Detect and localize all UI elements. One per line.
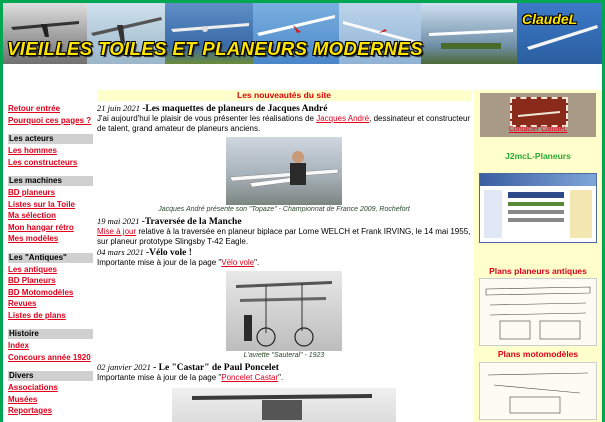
contact-link[interactable]: Contacter ClaudeL [508,126,568,133]
blueprint-icon [480,279,596,345]
castar-photo [172,388,396,422]
nav-link-listes-toile[interactable]: Listes sur la Toile [8,199,75,209]
j2mcl-title: J2mcL-Planeurs [505,151,571,161]
news-column [97,90,471,422]
news-item [97,247,471,258]
nav-link-bd-planeurs-antiques[interactable]: BD Planeurs [8,276,56,285]
nav-section-machines: Les machines [8,176,93,186]
contact-frame [480,93,596,137]
nav-section-acteurs: Les acteurs [8,134,93,144]
photo-caption: Jacques André présente son "Topaze" - Championnat de France 2009, Rochefort [158,206,410,213]
glider-photo-icon [172,388,396,422]
news-text: Mise à jour relative à la traversée en planeur biplace par Lorne WELCH et Frank IRVING, le 14 mai 1955, sur planeur prototype Slingsby T-42 Eagle. [97,227,471,246]
banner-photo-6 [421,3,517,64]
nav-link-musees[interactable]: Musées [8,394,38,404]
nav-link-reportages[interactable]: Reportages [8,406,53,415]
plans-moto-thumbnail[interactable] [479,362,597,420]
contact-stamp-icon[interactable] [510,97,568,127]
page-frame [3,3,602,422]
topaze-model-photo [226,137,342,205]
photo-caption: L'aviette "Sauteral" - 1923 [243,352,325,359]
nav-link-les-antiques[interactable]: Les antiques [8,264,57,274]
news-text: Importante mise à jour de la page "Vélo vole". [97,258,260,267]
link-mise-a-jour[interactable]: Mise à jour [97,227,137,236]
glider-model-icon [226,137,342,205]
news-item [97,362,471,373]
link-jacques-andre[interactable]: Jacques André [316,114,370,123]
right-sidebar [474,90,602,422]
news-date: 04 mars 2021 [97,247,144,257]
nav-link-concours-1920[interactable]: Concours année 1920 [8,352,91,362]
nav-link-ma-selection[interactable]: Ma sélection [8,211,57,220]
left-navigation [8,103,93,417]
news-date: 19 mai 2021 [97,216,140,226]
banner-title: VIEILLES TOILES ET PLANEURS MODERNES [7,38,423,59]
news-title: - Le "Castar" de Paul Poncelet [153,363,279,373]
nav-link-les-constructeurs[interactable]: Les constructeurs [8,157,78,167]
nav-section-divers: Divers [8,371,93,381]
nav-link-bd-planeurs[interactable]: BD planeurs [8,188,56,197]
nav-link-associations[interactable]: Associations [8,383,58,392]
news-title: -Traversée de la Manche [141,217,242,227]
news-item [97,216,471,227]
nav-link-mes-modeles[interactable]: Mes modèles [8,234,59,243]
news-title: -Les maquettes de planeurs de Jacques André [142,104,328,114]
nav-link-retour-entree[interactable]: Retour entrée [8,104,61,113]
nav-link-bd-motomodeles[interactable]: BD Motomodèles [8,287,74,297]
j2mcl-thumbnail[interactable] [479,173,597,243]
nav-link-index[interactable]: Index [8,341,29,350]
aviette-photo [226,271,342,351]
blueprint-icon [480,363,596,419]
link-poncelet-castar[interactable]: Poncelet Castar [221,373,279,382]
plans-antiques-title: Plans planeurs antiques [489,266,587,276]
news-title: -Vélo vole ! [146,248,192,258]
plans-antiques-thumbnail[interactable] [479,278,597,346]
plans-moto-title: Plans motomodèles [497,349,579,359]
nav-section-antiques: Les "Antiques" [8,253,93,263]
banner-logo: ClaudeL [522,11,578,27]
nav-link-hangar-retro[interactable]: Mon hangar rétro [8,222,74,232]
news-text: Importante mise à jour de la page "Poncelet Castar". [97,373,284,382]
news-date: 21 juin 2021 [97,103,140,113]
j2mcl-thumbnail-header [480,174,596,186]
nav-link-les-hommes[interactable]: Les hommes [8,146,57,155]
news-text: J'ai aujourd'hui le plaisir de vous présenter les réalisations de Jacques André, dessinateur et constructeur de talent, grand amateur de planeurs anciens. [97,114,471,133]
news-header: Les nouveautés du site [97,90,471,101]
nav-link-revues[interactable]: Revues [8,299,37,308]
nav-section-histoire: Histoire [8,329,93,339]
nav-link-pourquoi[interactable]: Pourquoi ces pages ? [8,115,92,125]
link-velo-vole[interactable]: Vélo vole [221,258,255,267]
site-banner [3,3,602,64]
glider-photo-icon [421,3,517,64]
news-item [97,103,471,114]
news-date: 02 janvier 2021 [97,362,151,372]
nav-link-listes-plans[interactable]: Listes de plans [8,310,66,320]
aviette-icon [226,271,342,351]
